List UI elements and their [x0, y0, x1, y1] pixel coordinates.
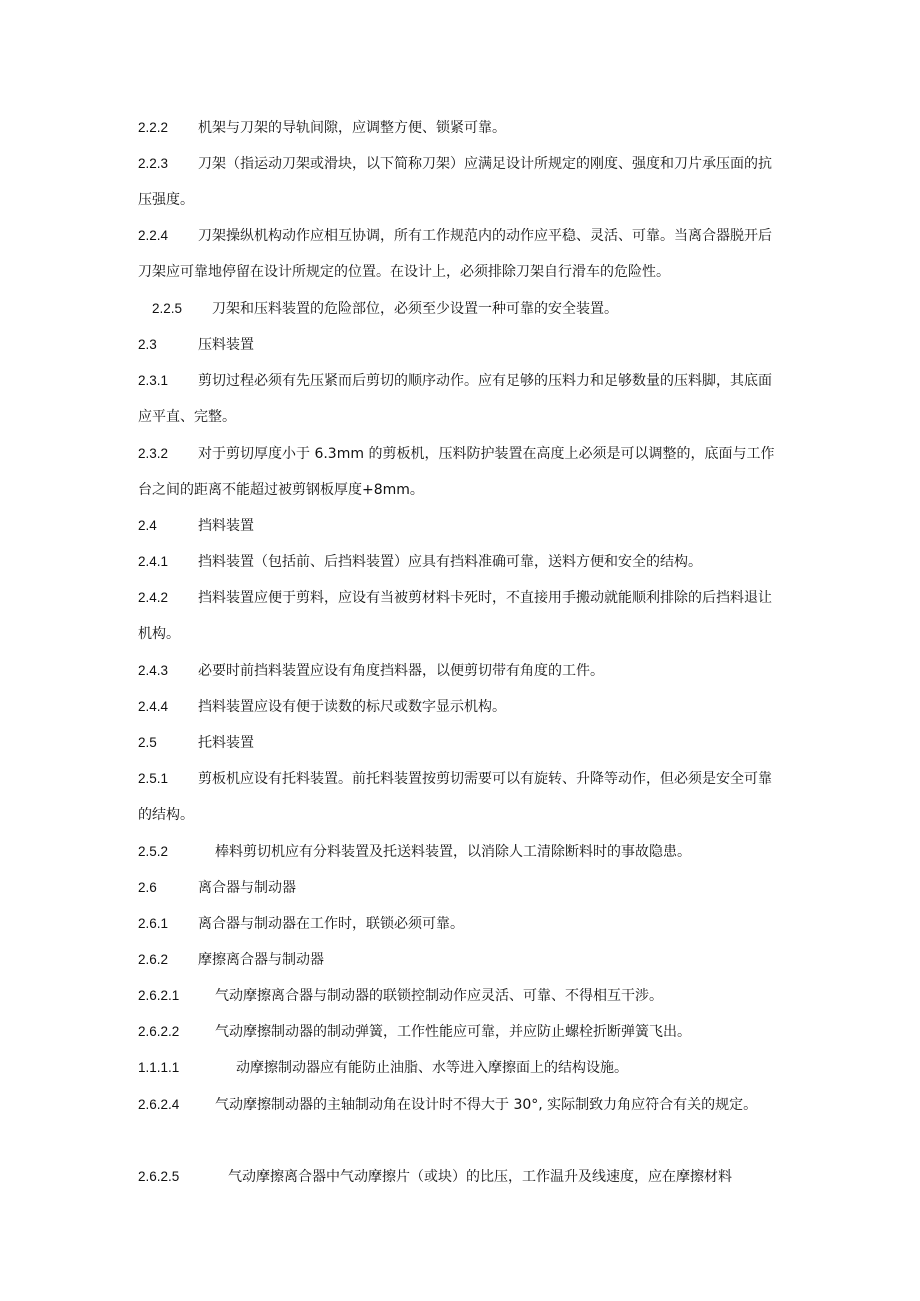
section-title: 托料装置: [198, 735, 254, 751]
clause-number: 2.4.3: [138, 663, 169, 678]
clause-number: 2.6.2.2: [138, 1024, 180, 1039]
clause-text: 气动摩擦制动器的制动弹簧，工作性能应可靠，并应防止螺栓折断弹簧飞出。: [215, 1024, 691, 1040]
clause-2-2-4: [138, 218, 784, 290]
clause-number: 2.4.1: [138, 554, 169, 569]
clause-text: 剪切过程必须有先压紧而后剪切的顺序动作。应有足够的压料力和足够数量的压料脚，其底面应平直、完整。: [138, 373, 772, 425]
clause-number: 2.6.2.5: [138, 1169, 180, 1184]
clause-number: 2.5.2: [138, 844, 169, 859]
clause-2-4-4: [138, 689, 784, 725]
clause-2-2-3: [138, 146, 784, 218]
clause-number: 2.2.2: [138, 120, 169, 135]
section-number: 2.3: [138, 337, 157, 352]
clause-number: 2.3.2: [138, 446, 169, 461]
clause-text: 剪板机应设有托料装置。前托料装置按剪切需要可以有旋转、升降等动作，但必须是安全可靠的结构。: [138, 771, 772, 823]
clause-text: 挡料装置应设有便于读数的标尺或数字显示机构。: [198, 699, 506, 715]
clause-text: 机架与刀架的导轨间隙，应调整方便、锁紧可靠。: [198, 120, 506, 136]
clause-text: 棒料剪切机应有分料装置及托送料装置，以消除人工清除断料时的事故隐患。: [215, 844, 691, 860]
clause-number: 2.3.1: [138, 373, 169, 388]
clause-2-4-2: [138, 580, 784, 652]
clause-number: 2.5.1: [138, 771, 169, 786]
section-title: 离合器与制动器: [198, 880, 296, 896]
clause-number: 2.4.2: [138, 590, 169, 605]
clause-text: 刀架（指运动刀架或滑块，以下简称刀架）应满足设计所规定的刚度、强度和刀片承压面的抗压强度。: [138, 156, 772, 208]
section-number: 2.4: [138, 518, 157, 533]
clause-2-6-1: [138, 906, 784, 942]
clause-text: 挡料装置应便于剪料，应设有当被剪材料卡死时，不直接用手搬动就能顺利排除的后挡料退让机构。: [138, 590, 772, 642]
clause-2-3-2: [138, 436, 784, 508]
section-number: 2.5: [138, 735, 157, 750]
clause-number: 2.6.2: [138, 952, 169, 967]
clause-number: 1.1.1.1: [138, 1060, 180, 1075]
clause-1-1-1-1: [138, 1050, 784, 1086]
clause-number: 2.4.4: [138, 699, 169, 714]
clause-2-2-2: [138, 110, 784, 146]
clause-2-5-1: [138, 761, 784, 833]
clause-number: 2.2.5: [152, 301, 183, 316]
clause-number: 2.6.2.4: [138, 1097, 180, 1112]
clause-2-6-2-1: [138, 978, 784, 1014]
clause-2-2-5: [152, 291, 798, 327]
section-title: 压料装置: [198, 337, 254, 353]
clause-2-6-2-2: [138, 1014, 784, 1050]
clause-text: 对于剪切厚度小于 6.3mm 的剪板机，压料防护装置在高度上必须是可以调整的，底面与工作台之间的距离不能超过被剪钢板厚度+8mm。: [138, 446, 775, 498]
clause-text: 刀架和压料装置的危险部位，必须至少设置一种可靠的安全装置。: [212, 301, 618, 317]
clause-text: 气动摩擦制动器的主轴制动角在设计时不得大于 30°, 实际制致力角应符合有关的规定。: [215, 1097, 758, 1113]
section-2-5: [138, 725, 784, 761]
clause-text: 必要时前挡料装置应设有角度挡料器，以便剪切带有角度的工件。: [198, 663, 604, 679]
section-number: 2.6: [138, 880, 157, 895]
clause-text: 动摩擦制动器应有能防止油脂、水等进入摩擦面上的结构设施。: [236, 1060, 628, 1076]
section-title: 挡料装置: [198, 518, 254, 534]
section-2-6: [138, 870, 784, 906]
clause-2-5-2: [138, 834, 784, 870]
clause-number: 2.6.2.1: [138, 988, 180, 1003]
clause-text: 刀架操纵机构动作应相互协调，所有工作规范内的动作应平稳、灵活、可靠。当离合器脱开后刀架应可靠地停留在设计所规定的位置。在设计上，必须排除刀架自行滑车的危险性。: [138, 228, 772, 280]
clause-number: 2.6.1: [138, 916, 169, 931]
section-2-4: [138, 508, 784, 544]
clause-2-6-2: [138, 942, 784, 978]
clause-2-3-1: [138, 363, 784, 435]
clause-text: 摩擦离合器与制动器: [198, 952, 324, 968]
clause-number: 2.2.4: [138, 228, 169, 243]
clause-text: 挡料装置（包括前、后挡料装置）应具有挡料准确可靠，送料方便和安全的结构。: [198, 554, 702, 570]
clause-text: 离合器与制动器在工作时，联锁必须可靠。: [198, 916, 464, 932]
clause-text: 气动摩擦离合器与制动器的联锁控制动作应灵活、可靠、不得相互干涉。: [215, 988, 663, 1004]
clause-2-6-2-5: [138, 1159, 784, 1195]
clause-text: 气动摩擦离合器中气动摩擦片（或块）的比压，工作温升及线速度，应在摩擦材料: [228, 1169, 732, 1185]
section-2-3: [138, 327, 784, 363]
clause-2-4-3: [138, 653, 784, 689]
clause-number: 2.2.3: [138, 156, 169, 171]
clause-2-6-2-4: [138, 1087, 784, 1123]
clause-2-4-1: [138, 544, 784, 580]
